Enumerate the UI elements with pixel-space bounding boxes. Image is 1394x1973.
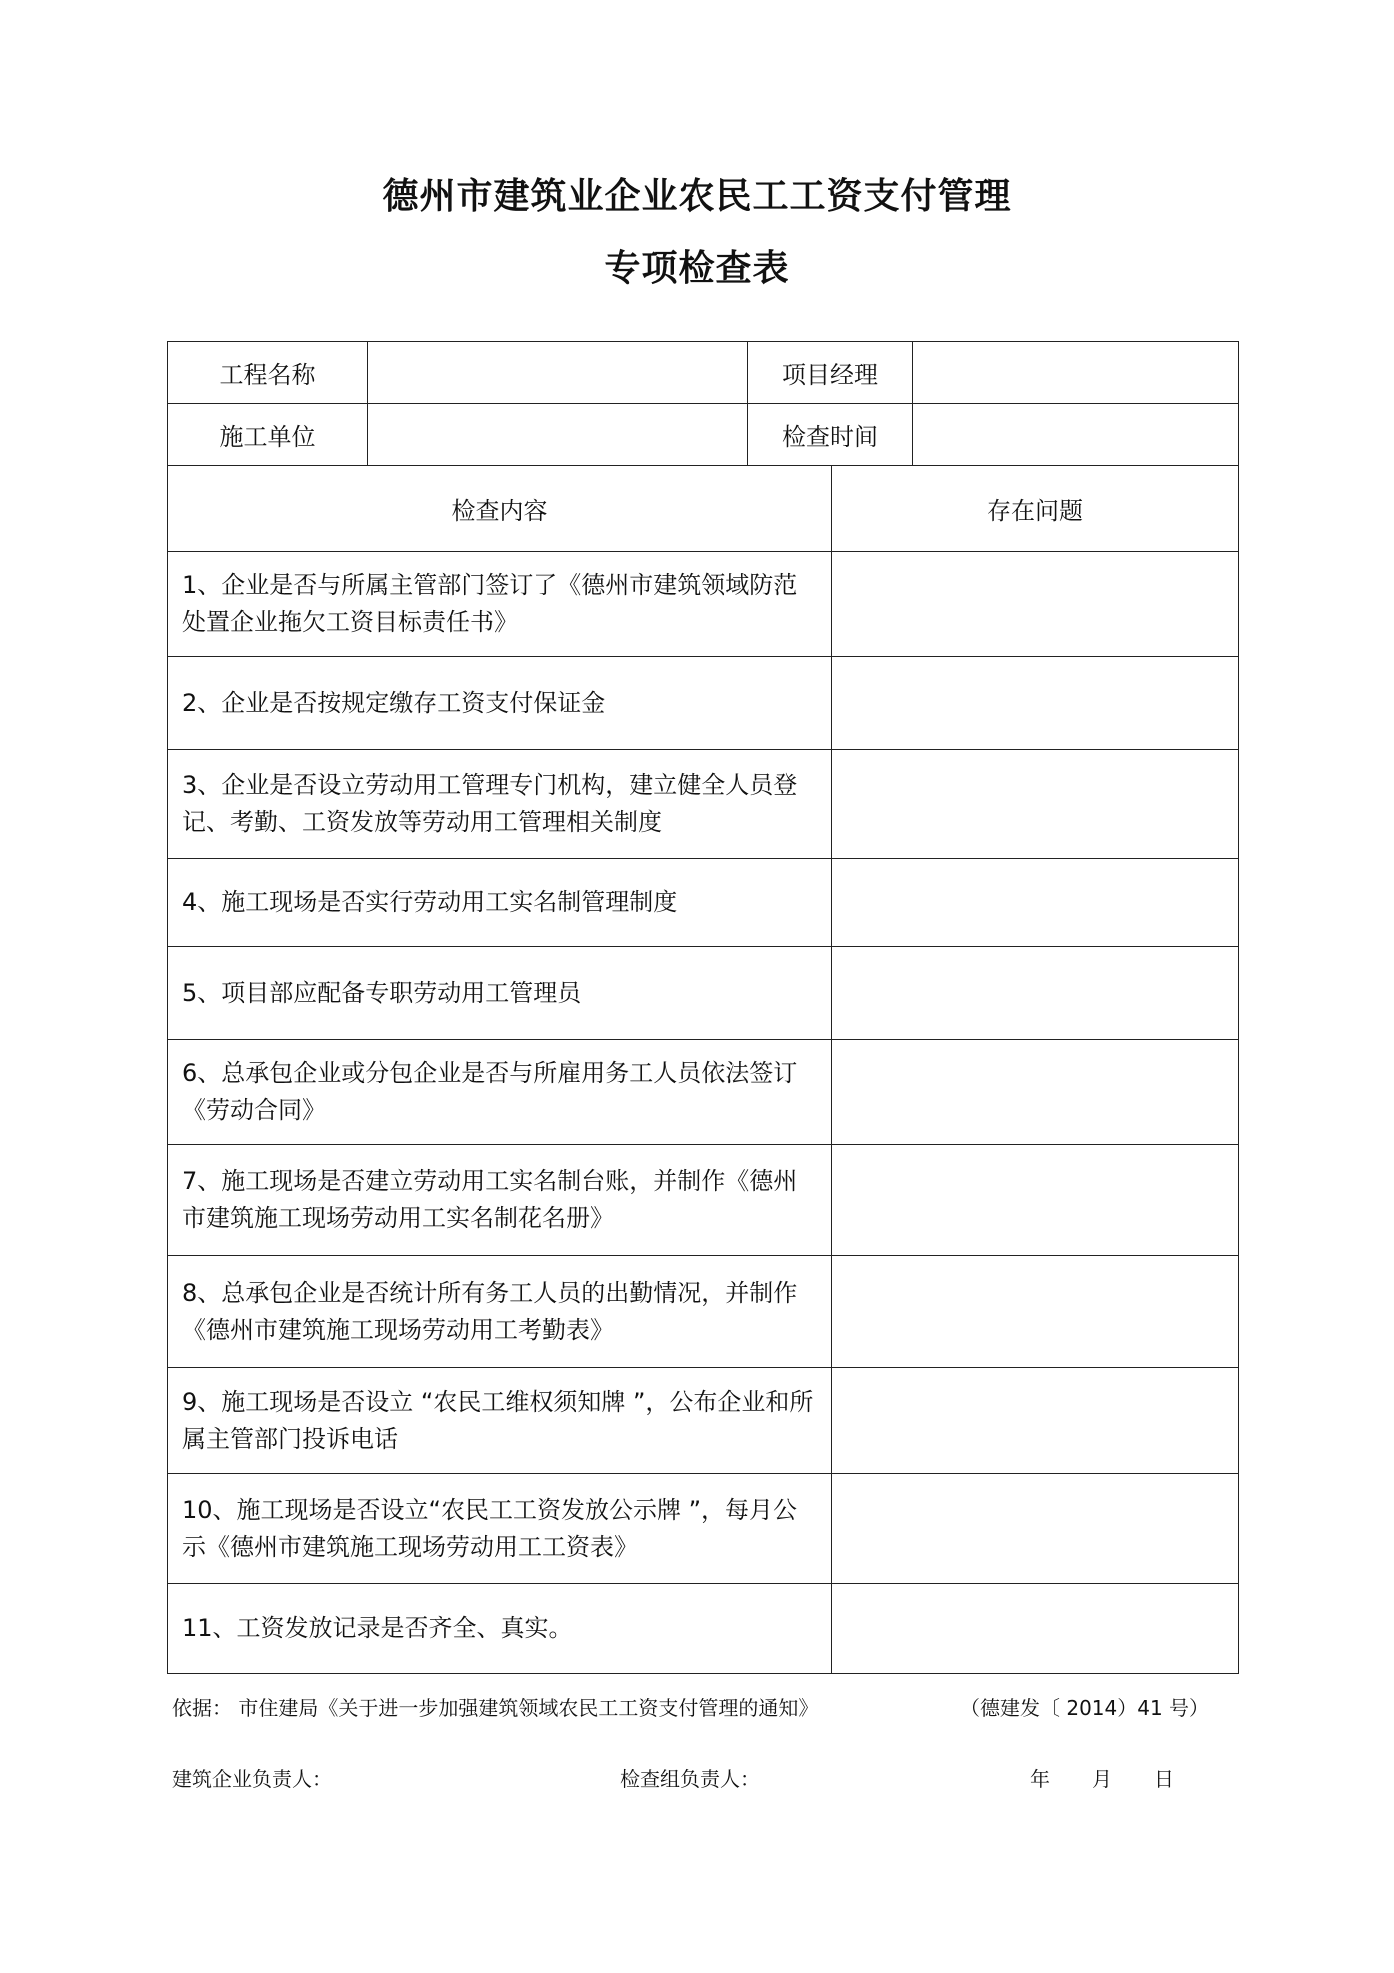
check-item-10: 10、施工现场是否设立“农民工工资发放公示牌 ”，每月公示《德州市建筑施工现场劳动用工工资表》 bbox=[168, 1474, 832, 1584]
issue-field-10[interactable] bbox=[832, 1474, 1239, 1584]
contractor-label: 施工单位 bbox=[168, 404, 368, 466]
project-info-table bbox=[167, 341, 1239, 466]
project-name-field[interactable] bbox=[368, 342, 748, 404]
issue-field-7[interactable] bbox=[832, 1145, 1239, 1256]
check-item-5: 5、项目部应配备专职劳动用工管理员 bbox=[168, 947, 832, 1040]
issue-field-5[interactable] bbox=[832, 947, 1239, 1040]
check-item-3: 3、企业是否设立劳动用工管理专门机构，建立健全人员登记、考勤、工资发放等劳动用工管理相关制度 bbox=[168, 750, 832, 859]
issue-field-3[interactable] bbox=[832, 750, 1239, 859]
year-label: 年 bbox=[1030, 1767, 1050, 1791]
issue-field-4[interactable] bbox=[832, 859, 1239, 947]
check-time-field[interactable] bbox=[913, 404, 1239, 466]
check-item-11: 11、工资发放记录是否齐全、真实。 bbox=[168, 1584, 832, 1674]
issue-field-6[interactable] bbox=[832, 1040, 1239, 1145]
day-label: 日 bbox=[1154, 1767, 1174, 1791]
issue-field-2[interactable] bbox=[832, 657, 1239, 750]
document-title-line2: 专项检查表 bbox=[604, 248, 790, 289]
check-item-6: 6、总承包企业或分包企业是否与所雇用务工人员依法签订《劳动合同》 bbox=[168, 1040, 832, 1145]
checklist-table bbox=[167, 465, 1239, 1674]
check-time-label: 检查时间 bbox=[748, 404, 913, 466]
check-item-2: 2、企业是否按规定缴存工资支付保证金 bbox=[168, 657, 832, 750]
checklist-header-issues: 存在问题 bbox=[832, 465, 1239, 552]
check-item-1: 1、企业是否与所属主管部门签订了《德州市建筑领域防范处置企业拖欠工资目标责任书》 bbox=[168, 552, 832, 657]
document-number: （德建发〔 2014）41 号） bbox=[960, 1696, 1210, 1720]
issue-field-11[interactable] bbox=[832, 1584, 1239, 1674]
project-name-label: 工程名称 bbox=[168, 342, 368, 404]
issue-field-9[interactable] bbox=[832, 1368, 1239, 1474]
check-item-9: 9、施工现场是否设立 “农民工维权须知牌 ”，公布企业和所属主管部门投诉电话 bbox=[168, 1368, 832, 1474]
inspection-head-label: 检查组负责人： bbox=[620, 1767, 760, 1791]
check-item-8: 8、总承包企业是否统计所有务工人员的出勤情况，并制作《德州市建筑施工现场劳动用工考勤表》 bbox=[168, 1256, 832, 1368]
basis-text: 依据： 市住建局《关于进一步加强建筑领域农民工工资支付管理的通知》 bbox=[172, 1696, 819, 1720]
checklist-header-content: 检查内容 bbox=[168, 465, 832, 552]
issue-field-1[interactable] bbox=[832, 552, 1239, 657]
check-item-7: 7、施工现场是否建立劳动用工实名制台账，并制作《德州市建筑施工现场劳动用工实名制花名册》 bbox=[168, 1145, 832, 1256]
issue-field-8[interactable] bbox=[832, 1256, 1239, 1368]
month-label: 月 bbox=[1092, 1767, 1112, 1791]
project-manager-field[interactable] bbox=[913, 342, 1239, 404]
project-manager-label: 项目经理 bbox=[748, 342, 913, 404]
check-item-4: 4、施工现场是否实行劳动用工实名制管理制度 bbox=[168, 859, 832, 947]
document-title-line1: 德州市建筑业企业农民工工资支付管理 bbox=[382, 176, 1012, 217]
enterprise-head-label: 建筑企业负责人： bbox=[172, 1767, 332, 1791]
contractor-field[interactable] bbox=[368, 404, 748, 466]
